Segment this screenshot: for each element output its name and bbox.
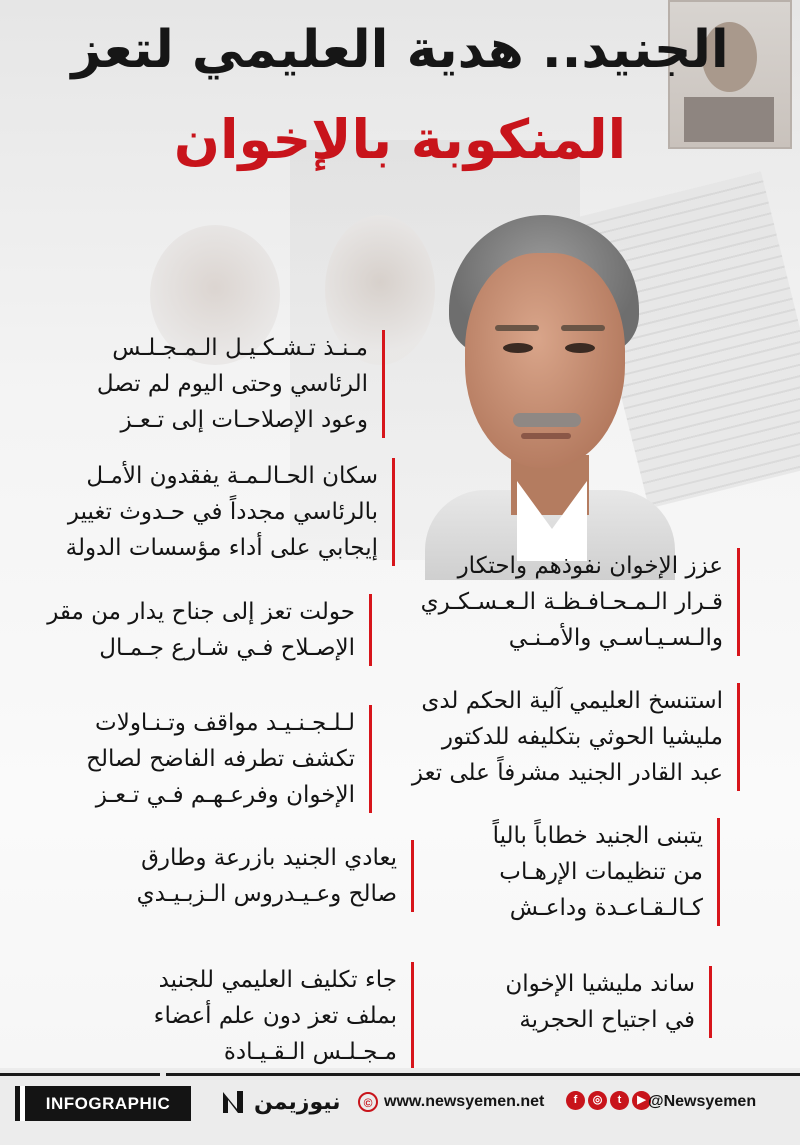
- twitter-icon[interactable]: t: [610, 1091, 629, 1110]
- point-line: استنسخ العليمي آلية الحكم لدى: [421, 688, 723, 714]
- point-line: مليشيا الحوثي بتكليفه للدكتور: [441, 724, 723, 750]
- point-line: لـلـجـنـيـد مواقف وتـنـاولات: [95, 710, 355, 736]
- point-line: الإصـلاح فـي شـارع جـمـال: [99, 635, 355, 661]
- point-line: بملف تعز دون علم أعضاء: [153, 1003, 397, 1029]
- point-line: والـسـيـاسـي والأمـنـي: [508, 625, 723, 651]
- left-point-6: [154, 962, 414, 1070]
- footer-divider: [0, 1073, 800, 1076]
- point-line: وعود الإصلاحـات إلى تـعـز: [120, 407, 368, 433]
- point-line: من تنظيمات الإرهـاب: [499, 859, 703, 885]
- point-line: كـالـقـاعـدة وداعـش: [509, 895, 703, 921]
- point-line: يتبنى الجنيد خطاباً بالياً: [492, 823, 703, 849]
- point-line: في اجتياح الحجرية: [519, 1007, 695, 1033]
- headline-line-2: المنكوبة بالإخوان: [173, 108, 627, 171]
- portrait-brow-left: [495, 325, 539, 331]
- portrait-mustache: [513, 413, 581, 427]
- point-line: مـجـلـس الـقـيـادة: [223, 1039, 397, 1065]
- left-point-4: [86, 705, 372, 813]
- infographic-badge: INFOGRAPHIC: [20, 1086, 191, 1121]
- point-line: الرئاسي وحتى اليوم لم تصل: [96, 371, 368, 397]
- portrait-eye-right: [565, 343, 595, 353]
- point-line: يعادي الجنيد بازرعة وطارق: [141, 845, 397, 871]
- facebook-icon[interactable]: f: [566, 1091, 585, 1110]
- right-point-3: [493, 818, 720, 926]
- instagram-icon[interactable]: ◎: [588, 1091, 607, 1110]
- left-point-2: [66, 458, 395, 566]
- right-point-4: [505, 966, 712, 1038]
- copyright-icon: ©: [358, 1092, 378, 1112]
- portrait-mouth: [521, 433, 571, 439]
- point-line: تكشف تطرفه الفاضح لصالح: [86, 746, 355, 772]
- point-line: حولت تعز إلى جناح يدار من مقر: [47, 599, 355, 625]
- portrait-brow-right: [561, 325, 605, 331]
- social-handle[interactable]: @Newsyemen: [648, 1093, 757, 1110]
- point-line: الإخوان وفرعـهـم فـي تـعـز: [95, 782, 355, 808]
- point-line: قـرار الـمـحـافـظـة الـعـسـكـري: [420, 589, 723, 615]
- point-line: بالرئاسي مجدداً في حـدوث تغيير: [67, 499, 378, 525]
- point-line: جاء تكليف العليمي للجنيد: [158, 967, 397, 993]
- point-line: إيجابي على أداء مؤسسات الدولة: [65, 535, 378, 561]
- right-point-2: [412, 683, 740, 791]
- website-link[interactable]: [358, 1089, 544, 1115]
- point-line: سكان الحـالـمـة يفقدون الأمـل: [86, 463, 378, 489]
- point-line: مـنـذ تـشـكـيـل الـمـجـلـس: [112, 335, 368, 361]
- left-point-3: [47, 594, 372, 666]
- right-point-1: [421, 548, 740, 656]
- youtube-icon[interactable]: ▶: [632, 1091, 651, 1110]
- social-icons: [566, 1091, 651, 1110]
- brand-name: نيوزيمن: [254, 1089, 341, 1115]
- left-point-1: [97, 330, 385, 438]
- portrait-eye-left: [503, 343, 533, 353]
- point-line: صالح وعـيـدروس الـزبـيـدي: [136, 881, 397, 907]
- headline-line-1: الجنيد.. هدية العليمي لتعز: [71, 20, 729, 80]
- point-line: ساند مليشيا الإخوان: [505, 971, 695, 997]
- point-line: عزز الإخوان نفوذهم واحتكار: [457, 553, 723, 579]
- newsyemen-logo-icon: [218, 1087, 248, 1117]
- portrait-photo: [425, 205, 675, 570]
- website-url: www.newsyemen.net: [384, 1093, 545, 1110]
- point-line: عبد القادر الجنيد مشرفاً على تعز: [411, 760, 723, 786]
- brand-logo-group: [218, 1084, 341, 1120]
- left-point-5: [137, 840, 414, 912]
